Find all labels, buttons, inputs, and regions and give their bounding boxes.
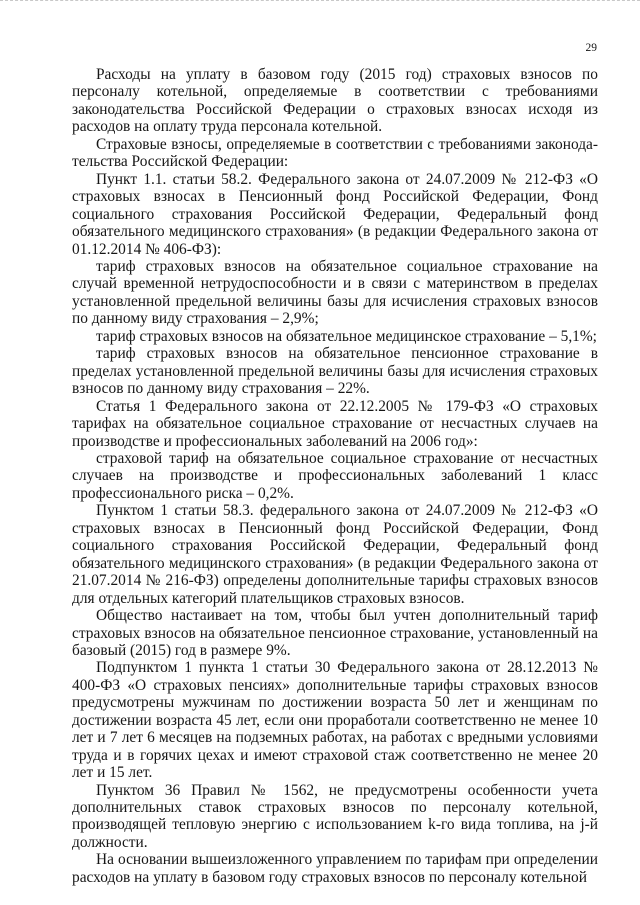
paragraph-6: тариф страховых взносов на обязательное пенсионное страхование в пределах установленной предельной величины базы для исчисления страховых взносов по данному виду страхования – 22%. — [72, 345, 598, 398]
paragraph-5: тариф страховых взносов на обязательное медицинское страхование – 5,1%; — [96, 327, 597, 345]
paragraph-3: Пункт 1.1. статьи 58.2. Федерального закона от 24.07.2009 № 212-ФЗ «О страховых взносах в Пенсионный фонд Российской Федерации, Фонд социального страхования Российской Федерации, Федеральный фонд обязательного медицинского страхования» (в редакции Федерального закона от 01.12.2014 № 406-ФЗ): — [72, 170, 598, 258]
paragraph-11: Подпунктом 1 пункта 1 статьи 30 Федерального закона от 28.12.2013 № 400-ФЗ «О страховых пенсиях» дополнительные тарифы страховых взносов предусмотрены мужчинам по достижении возраста 50 лет и женщинам по достижении возраста 45 лет, если они проработали соответственно не менее 10 лет и 7 лет 6 месяцев на подземных работах, на работах с вредными условиями труда и в горячих цехах и имеют страховой стаж соответственно не менее 20 лет и 15 лет. — [72, 659, 598, 782]
scan-top-edge — [0, 0, 640, 1]
page-number: 29 — [585, 42, 597, 54]
paragraph-8: страховой тариф на обязательное социальное страхование от несчастных случаев на производстве и профессиональных заболеваний 1 класс профессионального риска – 0,2%. — [72, 449, 598, 502]
paragraph-4: тариф страховых взносов на обязательное социальное страхование на случай временной нетрудоспособности и в связи с материнством в пределах установленной предельной величины базы для исчисления страховых взносов по данному виду страхования – 2,9%; — [72, 257, 598, 328]
paragraph-12: Пунктом 36 Правил № 1562, не предусмотрены особенности учета дополнительных ставок страховых взносов по персоналу котельной, производящей тепловую энергию с использованием k-го вида топлива, на j-й должности. — [72, 781, 598, 851]
paragraph-7: Статья 1 Федерального закона от 22.12.2005 № 179-ФЗ «О страховых тарифах на обязательное социальное страхование от несчастных случаев на производстве и профессиональных заболеваний на 2006 год»: — [72, 397, 598, 450]
paragraph-2: Страховые взносы, определяемые в соответствии с требованиями законодательства Российской Федерации: — [72, 135, 598, 171]
document-body — [72, 66, 598, 886]
paragraph-10: Общество настаивает на том, чтобы был учтен дополнительный тариф страховых взносов на обязательное пенсионное страхование, установленный на базовый (2015) год в размере 9%. — [72, 607, 598, 659]
paragraph-9: Пунктом 1 статьи 58.3. федерального закона от 24.07.2009 № 212-ФЗ «О страховых взносах в Пенсионный фонд Российской Федерации, Фонд социального страхования Российской Федерации, Федеральный фонд обязательного медицинского страхования» (в редакции Федерального закона от 21.07.2014 № 216-ФЗ) определены дополнительные тарифы страховых взносов для отдельных категорий плательщиков страховых взносов. — [72, 502, 598, 607]
paragraph-13: На основании вышеизложенного управлением по тарифам при определении расходов на уплату в базовом году страховых взносов по персоналу котельной — [72, 851, 598, 886]
paragraph-1: Расходы на уплату в базовом году (2015 год) страховых взносов по персоналу котельной, определяемые в соответствии с требованиями законодательства Российской Федерации о страховых взносах исходя из расходов на оплату труда персонала котельной. — [72, 66, 598, 136]
